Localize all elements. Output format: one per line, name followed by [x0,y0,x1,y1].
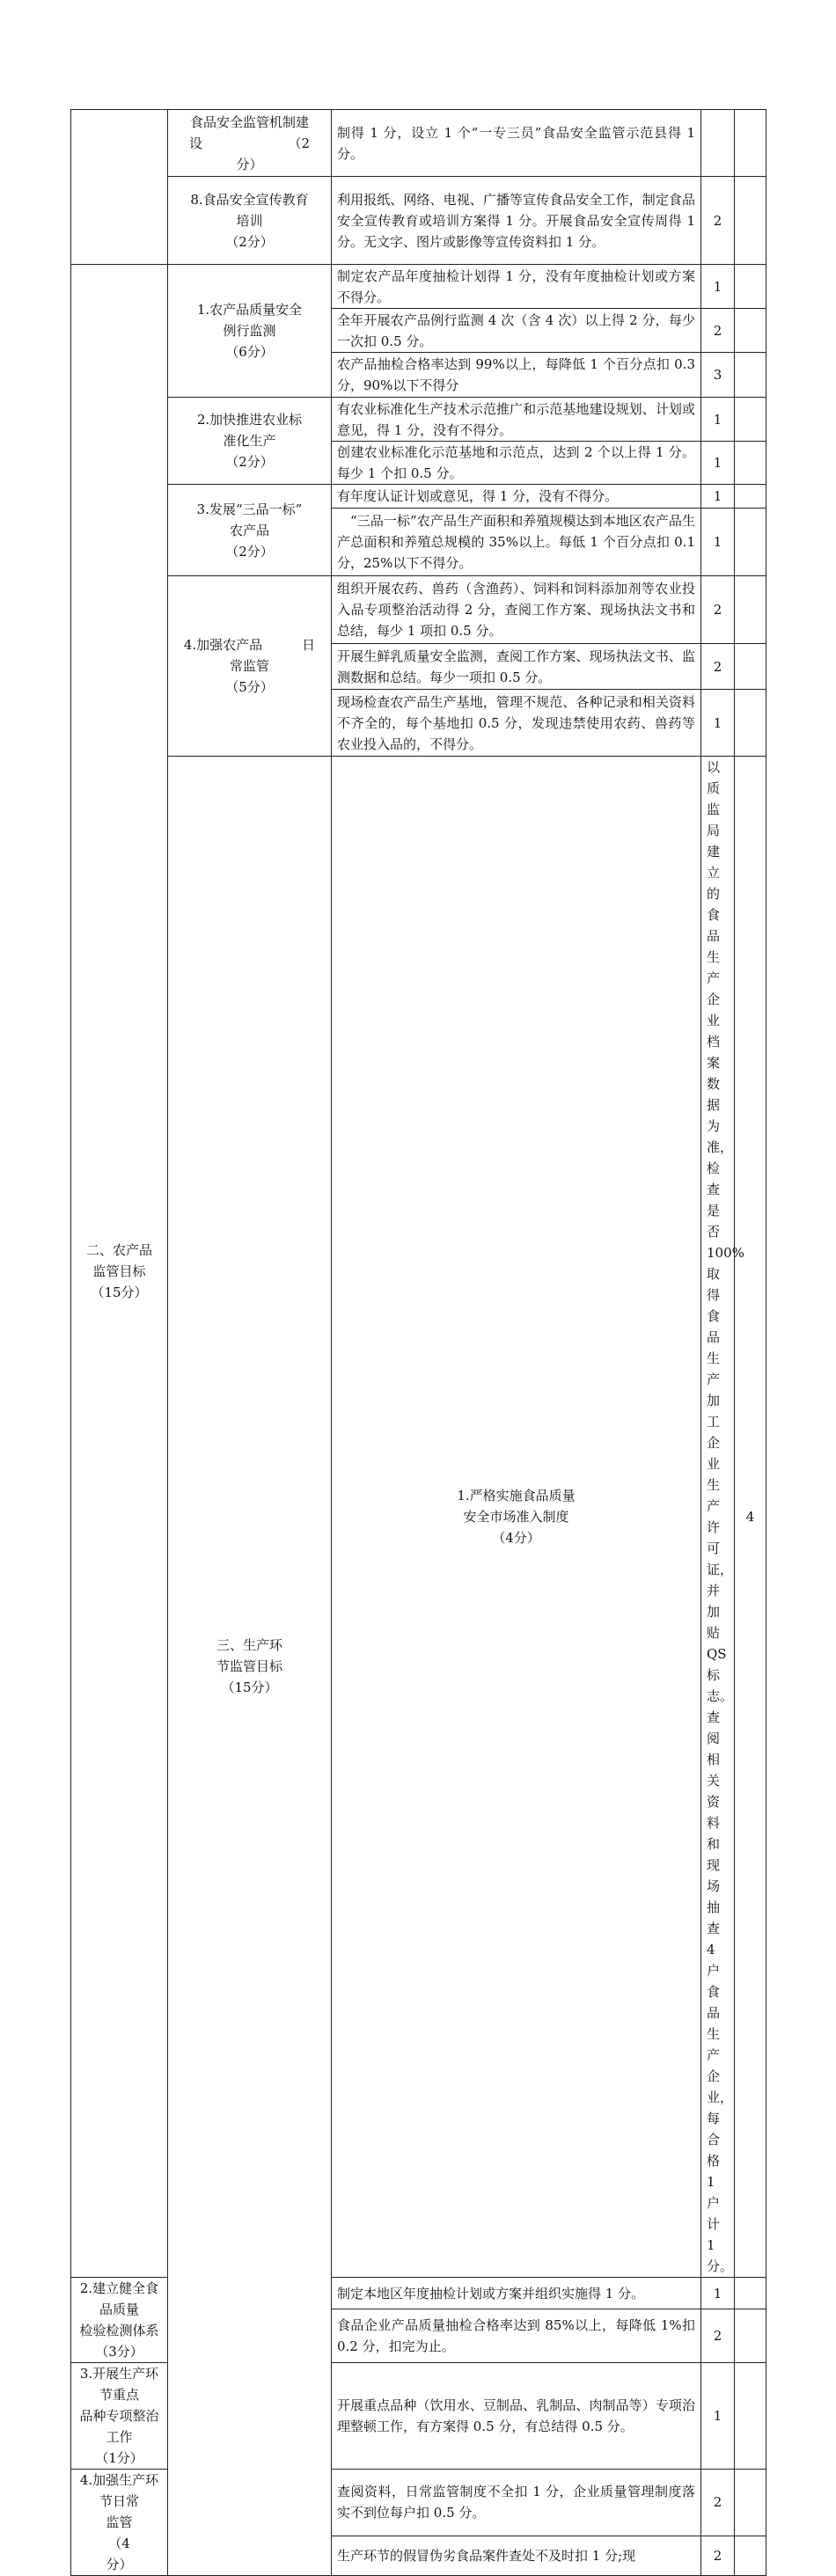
criterion-text: 以质监局建立的食品生产企业档案数据为准，检查是否 100%取得食品生产加工企业生产许可证，并加贴 QS 标志。查阅相关资料和现场抽查 4 户食品生产企业，每合格 1 户计 1 分。 [701,757,735,2278]
item-title: 3.发展“三品一标” 农产品 （2分） [168,485,332,576]
score-cell: 1 [701,398,735,442]
blank-cell [735,110,766,177]
criterion-text: 生产环节的假冒伪劣食品案件查处不及时扣 1 分;现 [332,2536,701,2575]
blank-cell [735,398,766,442]
item-title: 4.加强生产环节日常 监管 （4 分） [71,2470,168,2576]
score-cell: 1 [701,509,735,576]
item-title: 4.加强农产品 日 常监管 （5分） [168,576,332,757]
criterion-text: 全年开展农产品例行监测 4 次（含 4 次）以上得 2 分，每少一次扣 0.5 分。 [332,309,701,353]
criterion-text: 创建农业标准化示范基地和示范点，达到 2 个以上得 1 分。每少 1 个扣 0.5 分。 [332,442,701,485]
score-cell: 1 [701,485,735,509]
blank-cell [735,309,766,353]
score-cell: 1 [701,265,735,309]
blank-cell [735,2309,766,2363]
criterion-text: 有年度认证计划或意见，得 1 分，没有不得分。 [332,485,701,509]
score-cell: 2 [701,177,735,265]
criterion-text: “三品一标”农产品生产面积和养殖规模达到本地区农产品生产总面积和养殖总规模的 35%以上。每低 1 个百分点扣 0.1 分，25%以下不得分。 [332,509,701,576]
criterion-text: 食品企业产品质量抽检合格率达到 85%以上，每降低 1%扣 0.2 分，扣完为止。 [332,2309,701,2363]
item-title: 2.加快推进农业标 准化生产 （2分） [168,398,332,485]
criterion-text: 现场检查农产品生产基地，管理不规范、各种记录和相关资料不齐全的，每个基地扣 0.5 分，发现违禁使用农药、兽药等农业投入品的，不得分。 [332,690,701,757]
blank-cell [735,353,766,398]
blank-cell [735,177,766,265]
score-cell: 4 [735,757,766,2278]
score-cell: 2 [701,644,735,690]
category-cell: 二、农产品 监管目标 （15分） [71,265,168,2278]
blank-cell [735,2536,766,2575]
criterion-text: 制定农产品年度抽检计划得 1 分，没有年度抽检计划或方案不得分。 [332,265,701,309]
score-cell: 2 [701,2309,735,2363]
criterion-text: 查阅资料，日常监管制度不全扣 1 分，企业质量管理制度落实不到位每户扣 0.5 分。 [332,2470,701,2536]
criterion-text: 制定本地区年度抽检计划或方案并组织实施得 1 分。 [332,2278,701,2309]
category-cell: 三、生产环 节监管目标 （15分） [168,757,332,2576]
item-title: 食品安全监管机制建 设 （2 分） [168,110,332,177]
score-cell: 3 [701,353,735,398]
score-cell: 2 [701,309,735,353]
criterion-text: 制得 1 分，设立 1 个“一专三员”食品安全监管示范县得 1 分。 [332,110,701,177]
blank-cell [735,690,766,757]
score-cell: 1 [701,2363,735,2470]
blank-cell [735,576,766,644]
blank-cell [735,2278,766,2309]
item-title: 1.农产品质量安全 例行监测 （6分） [168,265,332,398]
score-cell: 2 [701,2536,735,2575]
criterion-text: 有农业标准化生产技术示范推广和示范基地建设规划、计划或意见，得 1 分，没有不得分。 [332,398,701,442]
score-cell: 2 [701,2470,735,2536]
criterion-text: 利用报纸、网络、电视、广播等宣传食品安全工作，制定食品安全宣传教育或培训方案得 1 分。开展食品安全宣传周得 1 分。无文字、图片或影像等宣传资料扣 1 分。 [332,177,701,265]
score-cell [701,110,735,177]
blank-cell [735,442,766,485]
score-cell: 1 [701,2278,735,2309]
score-cell: 1 [701,690,735,757]
criterion-text: 开展生鲜乳质量安全监测，查阅工作方案、现场执法文书、监测数据和总结。每少一项扣 0.5 分。 [332,644,701,690]
assessment-table [70,109,766,2576]
item-title: 8.食品安全宣传教育 培训 （2分） [168,177,332,265]
category-cell [71,110,168,265]
criterion-text: 开展重点品种（饮用水、豆制品、乳制品、肉制品等）专项治理整顿工作，有方案得 0.5 分，有总结得 0.5 分。 [332,2363,701,2470]
blank-cell [735,509,766,576]
item-title: 1.严格实施食品质量 安全市场准入制度 （4分） [332,757,701,2278]
item-title: 2.建立健全食品质量 检验检测体系 （3分） [71,2278,168,2363]
score-cell: 1 [701,442,735,485]
blank-cell [735,265,766,309]
blank-cell [735,2363,766,2470]
blank-cell [735,644,766,690]
blank-cell [735,2470,766,2536]
criterion-text: 农产品抽检合格率达到 99%以上，每降低 1 个百分点扣 0.3 分，90%以下不得分 [332,353,701,398]
score-cell: 2 [701,576,735,644]
criterion-text: 组织开展农药、兽药（含渔药）、饲料和饲料添加剂等农业投入品专项整治活动得 2 分，查阅工作方案、现场执法文书和总结，每少 1 项扣 0.5 分。 [332,576,701,644]
item-title: 3.开展生产环节重点 品种专项整治工作 （1分） [71,2363,168,2470]
blank-cell [735,485,766,509]
